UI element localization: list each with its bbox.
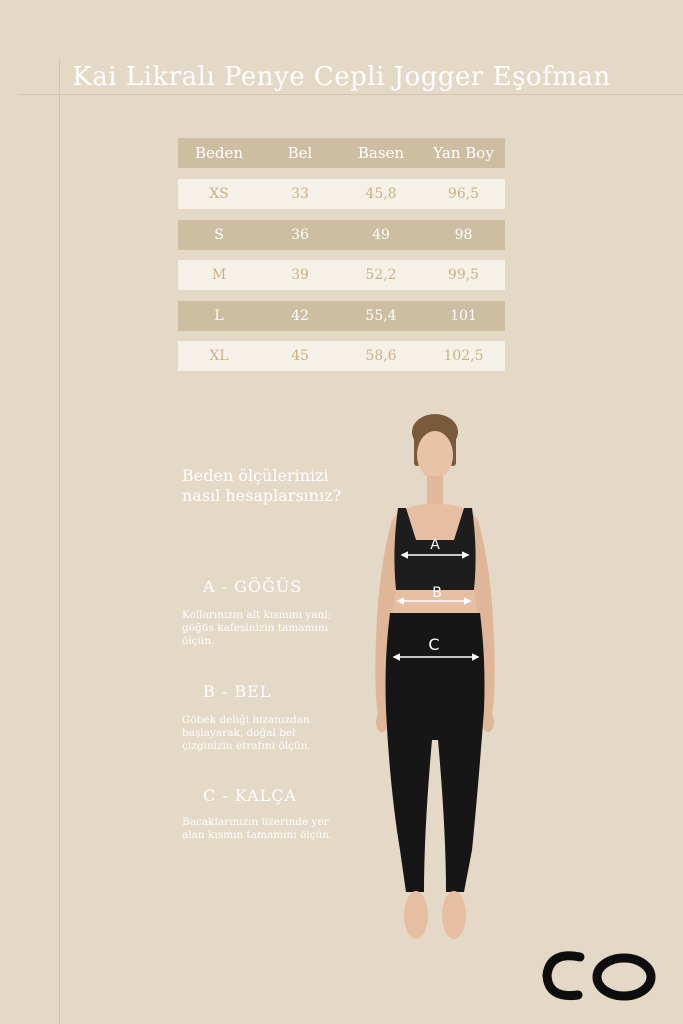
desc-line: başlayarak, doğal bel xyxy=(182,727,296,739)
co-logo xyxy=(540,945,660,1005)
guide-line-horizontal xyxy=(18,94,683,95)
table-cell: 45,8 xyxy=(365,186,397,202)
table-cell: 99,5 xyxy=(447,267,480,283)
desc-line: alan kısmın tamamını ölçün. xyxy=(182,829,333,841)
table-row xyxy=(178,301,505,331)
desc-line: çizginizin etrafını ölçün. xyxy=(182,740,311,752)
marker-c: C xyxy=(428,635,440,654)
section-title-chest: A - GÖĞÜS xyxy=(203,577,303,596)
table-cell: 49 xyxy=(372,227,390,243)
table-cell: S xyxy=(214,227,224,243)
table-cell: 33 xyxy=(291,186,309,202)
how-to-line: nasıl hesaplarsınız? xyxy=(182,486,342,505)
how-to-line: Beden ölçülerinizi xyxy=(182,466,329,485)
table-row xyxy=(178,220,505,250)
page-title: Kai Likralı Penye Cepli Jogger Eşofman xyxy=(72,62,611,92)
desc-line: ölçün. xyxy=(182,635,215,647)
table-row xyxy=(178,260,505,290)
header-cell-basen: Basen xyxy=(357,144,405,162)
table-cell: 52,2 xyxy=(365,267,397,283)
table-cell: XS xyxy=(209,186,229,202)
desc-line: Kollarınızın alt kısmını yani; xyxy=(182,609,332,621)
table-cell: 102,5 xyxy=(443,348,484,364)
table-cell: M xyxy=(211,267,227,283)
table-header-row xyxy=(178,138,505,168)
table-cell: L xyxy=(214,308,224,324)
table-cell: 58,6 xyxy=(365,348,397,364)
table-cell: 101 xyxy=(450,308,477,324)
table-cell: 98 xyxy=(454,227,473,243)
table-cell: 55,4 xyxy=(365,308,397,324)
table-cell: 96,5 xyxy=(447,186,480,202)
section-title-waist: B - BEL xyxy=(203,682,272,701)
table-row xyxy=(178,341,505,371)
section-desc-chest xyxy=(182,609,367,648)
table-cell: 39 xyxy=(291,267,309,283)
guide-line-vertical xyxy=(59,58,60,1024)
table-cell: XL xyxy=(209,348,229,364)
how-to-measure-heading xyxy=(182,466,382,506)
model-figure xyxy=(360,410,520,950)
section-desc-hip xyxy=(182,816,367,842)
desc-line: göğüs kafesinizin tamamını xyxy=(182,622,328,634)
desc-line: Bacaklarınızın üzerinde yer xyxy=(182,816,329,828)
table-cell: 36 xyxy=(291,227,309,243)
table-cell: 45 xyxy=(291,348,309,364)
header-cell-bel: Bel xyxy=(287,144,313,162)
desc-line: Göbek deliği hizanızdan xyxy=(182,714,310,726)
header-cell-beden: Beden xyxy=(194,144,244,162)
table-row xyxy=(178,179,505,209)
marker-b: B xyxy=(432,585,442,601)
section-title-hip: C - KALÇA xyxy=(203,786,298,805)
header-cell-yan-boy: Yan Boy xyxy=(433,144,494,162)
section-desc-waist xyxy=(182,714,367,753)
table-cell: 42 xyxy=(291,308,309,324)
marker-a: A xyxy=(430,537,440,553)
